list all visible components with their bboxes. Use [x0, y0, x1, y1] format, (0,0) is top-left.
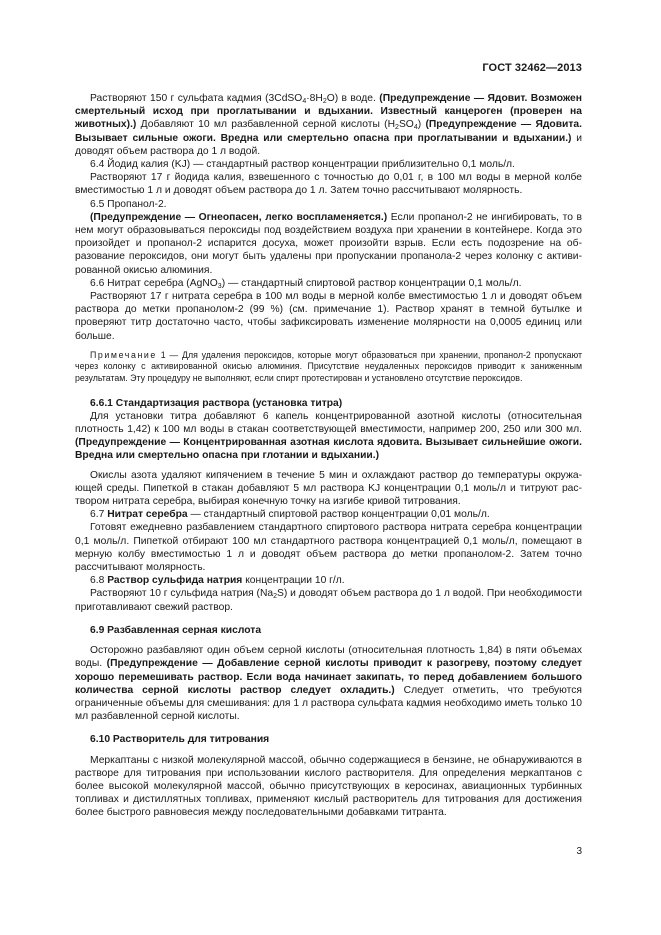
clause-6-6: 6.6 Нитрат серебра (AgNO$_3$) — стандартный спиртовой раствор концентрации 0,1 моль/л. [90, 277, 522, 290]
paragraph-propanol-warning: (Предупреждение — Огнеопасен, легко воспламеняется.) Если пропанол-2 не ингибировать, то в нем могут образовываться пероксиды под воздействием воздуха при хранении в контейнере. Когда это произойдет и пропанол-2 испарится досуха, может произойти взрыв. Если есть подозрение на образование пероксидов, они могут быть удалены при пропускании пропанола-2 через колонку с активированной окисью алюминия. [75, 211, 582, 276]
paragraph-cadmium-preparation: Растворяют 150 г сульфата кадмия $(3CdSO_4\cdot 8H_2O)$ в воде. (Предупреждение — Ядовит. Возможен смертельный исход при проглатывании и вдыхании. Известный канцероген (проверен на животных).) Добавляют 10 мл разбавленной серной кислоты $(H_2SO_4)$ (Предупреждение — Ядовита. Вызывает сильные ожоги. Вредна или смертельно опасна при проглатывании и вдыхании.) и доводят объем раствора до 1 л водой. [75, 93, 582, 157]
paragraph-standardization: Для установки титра добавляют 6 капель концентрированной азотной кислоты (относительная плотность 1,42) к 100 мл воды в стакан соответствующей вместимости, например 200, 250 или 300 мл. (Предупреждение — Концентрированная азотная кислота ядовита. Вызывает сильнейшие ожоги. Вредна или смертельно опасна при глотании и вдыхании.) [75, 410, 582, 462]
paragraph-titration-solvent: Меркаптаны с низкой молекулярной массой, обычно содержащиеся в бензине, не обнаруживаются в растворе для титрования при использовании кислого растворителя. Для определения меркаптанов с более высокой молекулярной массой, обычно присутствующих в керосинах, авиационных турбинных топливах и дистиллятных топливах, применяют кислый растворитель для титрования для достижения более быстрого равновесия между последовательными добавками титранта. [75, 754, 582, 819]
page-number: 3 [576, 846, 582, 857]
heading-6-6-1: 6.6.1 Стандартизация раствора (установка титра) [90, 397, 343, 409]
clause-6-5: 6.5 Пропанол-2. [90, 198, 167, 210]
paragraph-daily-dilution: Готовят ежедневно разбавлением стандартного спиртового раствора нитрата серебра концентрации 0,1 моль/л. Пипеткой отбирают 100 мл стандартного раствора концентрацией 0,1 моль/л, помещают в мерную колбу вместимостью 1 л и доводят объем раствора до метки пропанолом-2. Затем точно рассчитывают молярность. [75, 522, 582, 574]
paragraph-potassium-iodide: Растворяют 17 г йодида калия, взвешенного с точностью до 0,01 г, в 100 мл воды в мерной колбе вместимостью 1 л и доводят объем раствора до 1 л. Затем точно рассчитывают молярность. [75, 172, 582, 197]
clause-6-7: 6.7 Нитрат серебра — стандартный спиртовой раствор концентрации 0,01 моль/л. [90, 509, 490, 521]
paragraph-sodium-sulfide: Растворяют 10 г сульфида натрия $(Na_2S)$ и доводят объем раствора до 1 л водой. При необходимости приготавливают свежий раствор. [75, 588, 582, 613]
note-1: Примечание 1 — Для удаления пероксидов, которые могут образоваться при хранении, пропанол-2 пропускают через колонку с активированной окисью алюминия. Присутствие неудаленных пероксидов приводит к заниженным результатам. Эту процедуру не выполняют, если спирт протестирован и установлено отсутствие пероксидов. [75, 349, 582, 384]
paragraph-nitrogen-oxides: Окислы азота удаляют кипячением в течение 5 мин и охлаждают раствор до температуры окружающей среды. Пипеткой в стакан добавляют 5 мл раствора KJ концентрации 0,1 моль/л и титруют раствором нитрата серебра, выбирая конечную точку на изгибе кривой титрования. [75, 469, 582, 508]
heading-6-10: 6.10 Растворитель для титрования [90, 734, 270, 746]
clause-6-4: 6.4 Йодид калия (KJ) — стандартный раствор концентрации приблизительно 0,1 моль/л. [90, 159, 515, 171]
heading-6-9: 6.9 Разбавленная серная кислота [90, 624, 262, 636]
clause-6-8: 6.8 Раствор сульфида натрия концентрации 10 г/л. [90, 575, 345, 587]
paragraph-diluted-sulfuric-acid: Осторожно разбавляют один объем серной кислоты (относительная плотность 1,84) в пяти объемах воды. (Предупреждение — Добавление серной кислоты приводит к разогреву, поэтому следует хорошо перемешивать раствор. Если вода начинает закипать, то перед добавлением большого количества серной кислоты раствор следует охладить.) Следует отметить, что требуются ограниченные объемы для смешивания: для 1 л раствора сульфата кадмия необходимо иметь только 10 мл разбавленной серной кислоты. [75, 645, 582, 723]
paragraph-silver-nitrate: Растворяют 17 г нитрата серебра в 100 мл воды в мерной колбе вместимостью 1 л и доводят объем раствора до метки пропанолом-2 (99 %) (см. примечание 1). Раствор хранят в темной бутылке и проверяют титр достаточно часто, чтобы зафиксировать изменение молярности на 0,0005 единиц или больше. [75, 291, 582, 342]
document-body [75, 92, 582, 820]
standard-number: ГОСТ 32462—2013 [482, 62, 582, 74]
